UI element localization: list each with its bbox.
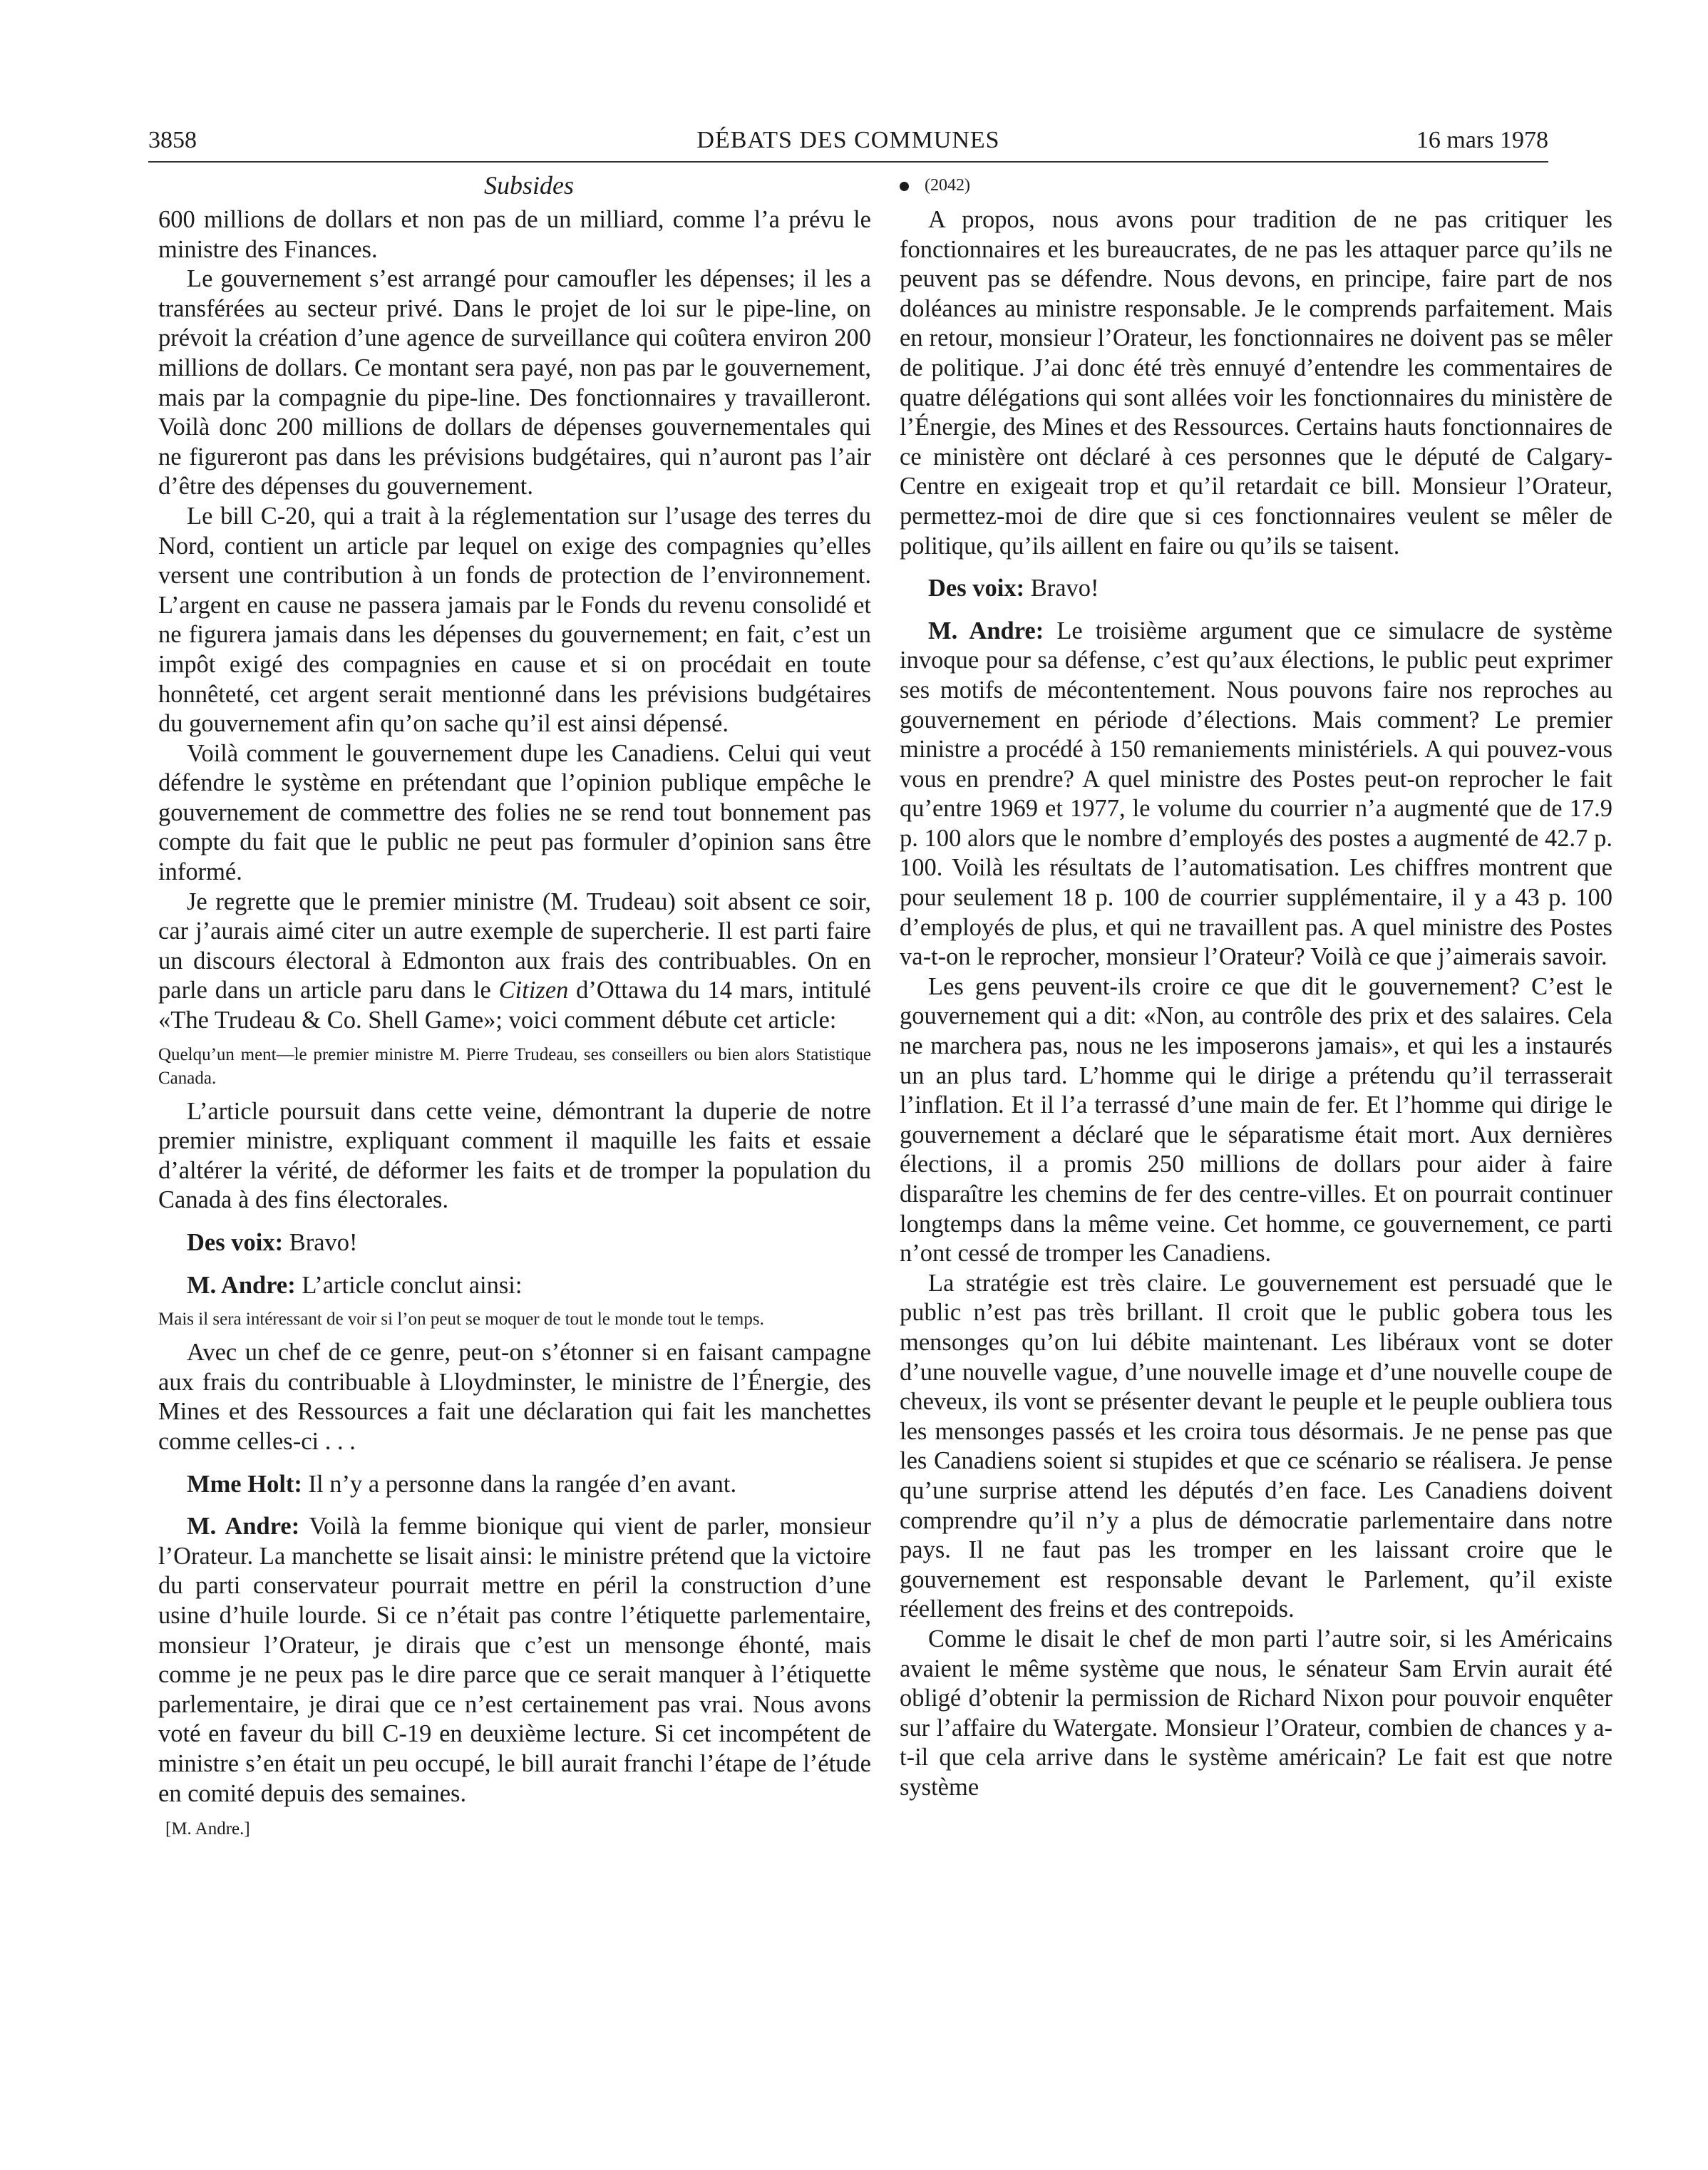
speaker-name: Des voix: [928, 575, 1025, 602]
speaker-attribution: [M. Andre.] [165, 1819, 250, 1839]
speaker-name: M. Andre: [187, 1271, 296, 1299]
paragraph: A propos, nous avons pour tradition de ne pas critiquer les fonctionnaires et les bureaucrates, de ne pas les attaquer parce qu’ils ne peuvent pas se défendre. Nous devons, en principe, faire part de nos doléances au ministre responsable. Je le comprends parfaitement. Mais en retour, monsieur l’Orateur, les fonctionnaires ne doivent pas se mêler de politique. J’ai donc été très ennuyé d’entendre les commentaires de quatre délégations qui sont allées voir les fonctionnaires du ministère de l’Énergie, des Mines et des Ressources. Certains hauts fonctionnaires de ce ministère ont déclaré à ces personnes que le député de Calgary-Centre en exigeait trop et qu’il retardait ce bill. Monsieur l’Orateur, permettez-moi de dire que si ces fonctionnaires veulent se mêler de politique, qu’ils aillent en faire ou qu’ils se taisent. [900, 206, 1612, 560]
paragraph [158, 1470, 871, 1500]
paragraph [900, 574, 1612, 604]
publication-title: DÉBATS DES COMMUNES [696, 127, 1000, 153]
paragraph: L’article poursuit dans cette veine, démontrant la duperie de notre premier ministre, expliquant comment il maquille les faits et essaie d’altérer la vérité, de déformer les faits et de tromper la population du Canada à des fins électorales. [158, 1097, 871, 1214]
text-span: Je regrette que le premier ministre (M. Trudeau) soit absent ce soir, car j’aurais aimé citer un autre exemple de supercherie. Il est parti faire un discours électoral à Edmonton aux frais des contribuables. On en parle dans un article paru dans le [158, 888, 871, 1004]
left-column [158, 170, 871, 1841]
page-header [148, 124, 1548, 163]
paragraph: 600 millions de dollars et non pas de un milliard, comme l’a prévu le ministre des Finances. [158, 206, 871, 263]
speech-text: Bravo! [283, 1229, 358, 1256]
publication-date: 16 mars 1978 [1416, 127, 1548, 153]
paragraph: Avec un chef de ce genre, peut-on s’étonner si en faisant campagne aux frais du contribuable à Lloydminster, le ministre de l’Énergie, des Mines et des Ressources a fait une déclaration qui fait les manchettes comme celles-ci . . . [158, 1339, 871, 1455]
paragraph: Les gens peuvent-ils croire ce que dit le gouvernement? C’est le gouvernement qui a dit: «Non, au contrôle des prix et des salaires. Cela ne marchera pas, nous ne les imposerons jamais», et qui les a instaurés un an plus tard. L’homme qui le dirige a prétendu qu’il terrasserait l’inflation. Et il l’a terrassé d’une main de fer. Et l’homme qui dirige le gouvernement a déclaré que le séparatisme était mort. Aux dernières élections, il a promis 250 millions de dollars pour aider à faire disparaître les chemins de fer des centre-villes. Et on pourrait continuer longtemps dans la même veine. Cet homme, ce gouvernement, ce parti n’ont cessé de tromper les Canadiens. [900, 972, 1612, 1267]
speaker-name: M. Andre: [928, 617, 1044, 644]
right-column [900, 170, 1612, 1802]
paragraph: Comme le disait le chef de mon parti l’autre soir, si les Américains avaient le même système que nous, le sénateur Sam Ervin aurait été obligé d’obtenir la permission de Richard Nixon pour pouvoir enquêter sur l’affaire du Watergate. Monsieur l’Orateur, combien de chances y a-t-il que cela arrive dans le système américain? Le fait est que notre système [900, 1625, 1612, 1801]
block-quote: Quelqu’un ment—le premier ministre M. Pierre Trudeau, ses conseillers ou bien alors Statistique Canada. [158, 1044, 871, 1088]
paragraph: Le gouvernement s’est arrangé pour camoufler les dépenses; il les a transférées au secteur privé. Dans le projet de loi sur le pipe-line, on prévoit la création d’une agence de surveillance qui coûtera environ 200 millions de dollars. Ce montant sera payé, non pas par le gouvernement, mais par la compagnie du pipe-line. Des fonctionnaires y travailleront. Voilà donc 200 millions de dollars de dépenses gouvernementales qui ne figureront pas dans les prévisions budgétaires, qui n’auront pas l’air d’être des dépenses du gouvernement. [158, 265, 871, 500]
speech-text: Le troisième argument que ce simulacre de système invoque pour sa défense, c’est qu’aux élections, le public peut exprimer ses motifs de mécontentement. Nous pouvons faire nos reproches au gouvernement en période d’élections. Mais comment? Le premier ministre a procédé à 150 remaniements ministériels. A qui pouvez-vous vous en prendre? A quel ministre des Postes peut-on reprocher le fait qu’entre 1969 et 1977, le volume du courrier n’a augmenté que de 17.9 p. 100 alors que le nombre d’employés des postes a augmenté de 42.7 p. 100. Voilà les résultats de l’automatisation. Les chiffres montrent que pour seulement 18 p. 100 de courrier supplémentaire, il y a 43 p. 100 d’employés de plus, et qui ne travaillent pas. A quel ministre des Postes va-t-on le reprocher, monsieur l’Orateur? Voilà ce que j’aimerais savoir. [900, 617, 1612, 971]
speaker-name: Des voix: [187, 1229, 284, 1256]
paragraph [900, 617, 1612, 972]
speech-text: Bravo! [1024, 575, 1099, 602]
speech-text: Voilà la femme bionique qui vient de parler, monsieur l’Orateur. La manchette se lisait ainsi: le ministre prétend que la victoire du parti conservateur pourrait mettre en péril la construction d’une usine d’huile lourde. Si ce n’était pas contre l’étiquette parlementaire, monsieur l’Orateur, je dirais que c’est un mensonge éhonté, mais comme je ne peux pas le dire parce que ce serait manquer à l’étiquette parlementaire, je dirai que ce n’est certainement pas vrai. Nous avons voté en faveur du bill C-19 en deuxième lecture. Si cet incompétent de ministre s’en était un peu occupé, le bill aurait franchi l’étape de l’étude en comité depuis des semaines. [158, 1513, 871, 1807]
paragraph [158, 888, 871, 1036]
time-marker-text: (2042) [925, 176, 970, 195]
section-title: Subsides [484, 171, 574, 200]
speaker-name: M. Andre: [187, 1513, 300, 1541]
paragraph: Le bill C-20, qui a trait à la réglementation sur l’usage des terres du Nord, contient un article par lequel on exige des compagnies qu’elles versent une contribution à un fonds de protection de l’environnement. L’argent en cause ne passera jamais par le Fonds du revenu consolidé et ne figurera jamais dans les dépenses du gouvernement; en fait, c’est un impôt exigé des compagnies en cause et si on procédait en toute honnêteté, cet argent serait mentionné dans les prévisions budgétaires du gouvernement afin qu’on sache qu’il est ainsi dépensé. [158, 502, 871, 738]
page-number: 3858 [148, 127, 197, 153]
time-marker [900, 170, 1612, 201]
paragraph [158, 1271, 871, 1301]
speaker-name: Mme Holt: [187, 1470, 302, 1498]
paragraph [158, 1512, 871, 1809]
bullet-icon [900, 182, 909, 191]
paragraph: La stratégie est très claire. Le gouvernement est persuadé que le public n’est pas très brillant. Il croit que le public gobera tous les mensonges qu’on lui débite maintenant. Les libéraux vont se doter d’une nouvelle vague, d’une nouvelle image et d’une nouvelle coupe de cheveux, ils vont se présenter devant le peuple et le peuple oubliera tous les mensonges passés et les croira tous désormais. Je ne pense pas que les Canadiens soient si stupides et que ce scénario se réalisera. Je pense qu’une surprise attend les députés d’en face. Les Canadiens doivent comprendre qu’il n’y a plus de démocratie parlementaire dans notre pays. Il ne faut pas les tromper en les laissant croire que le gouvernement est responsable devant le Parlement, qu’il existe réellement des freins et des contrepoids. [900, 1269, 1612, 1623]
speech-text: L’article conclut ainsi: [295, 1271, 523, 1299]
paragraph: Voilà comment le gouvernement dupe les Canadiens. Celui qui veut défendre le système en prétendant que l’opinion publique empêche le gouvernement de commettre des folies ne se rend tout bonnement pas compte du fait que le public ne peut pas formuler d’opinion sans être informé. [158, 739, 871, 886]
paragraph [158, 1228, 871, 1258]
block-quote: Mais il sera intéressant de voir si l’on peut se moquer de tout le monde tout le temps. [158, 1310, 764, 1330]
text-span: d’Ottawa du 14 mars, intitulé «The Trudeau & Co. Shell Game»; voici comment débute cet article: [158, 977, 871, 1034]
newspaper-name: Citizen [498, 977, 569, 1004]
speech-text: Il n’y a personne dans la rangée d’en avant. [302, 1470, 737, 1498]
